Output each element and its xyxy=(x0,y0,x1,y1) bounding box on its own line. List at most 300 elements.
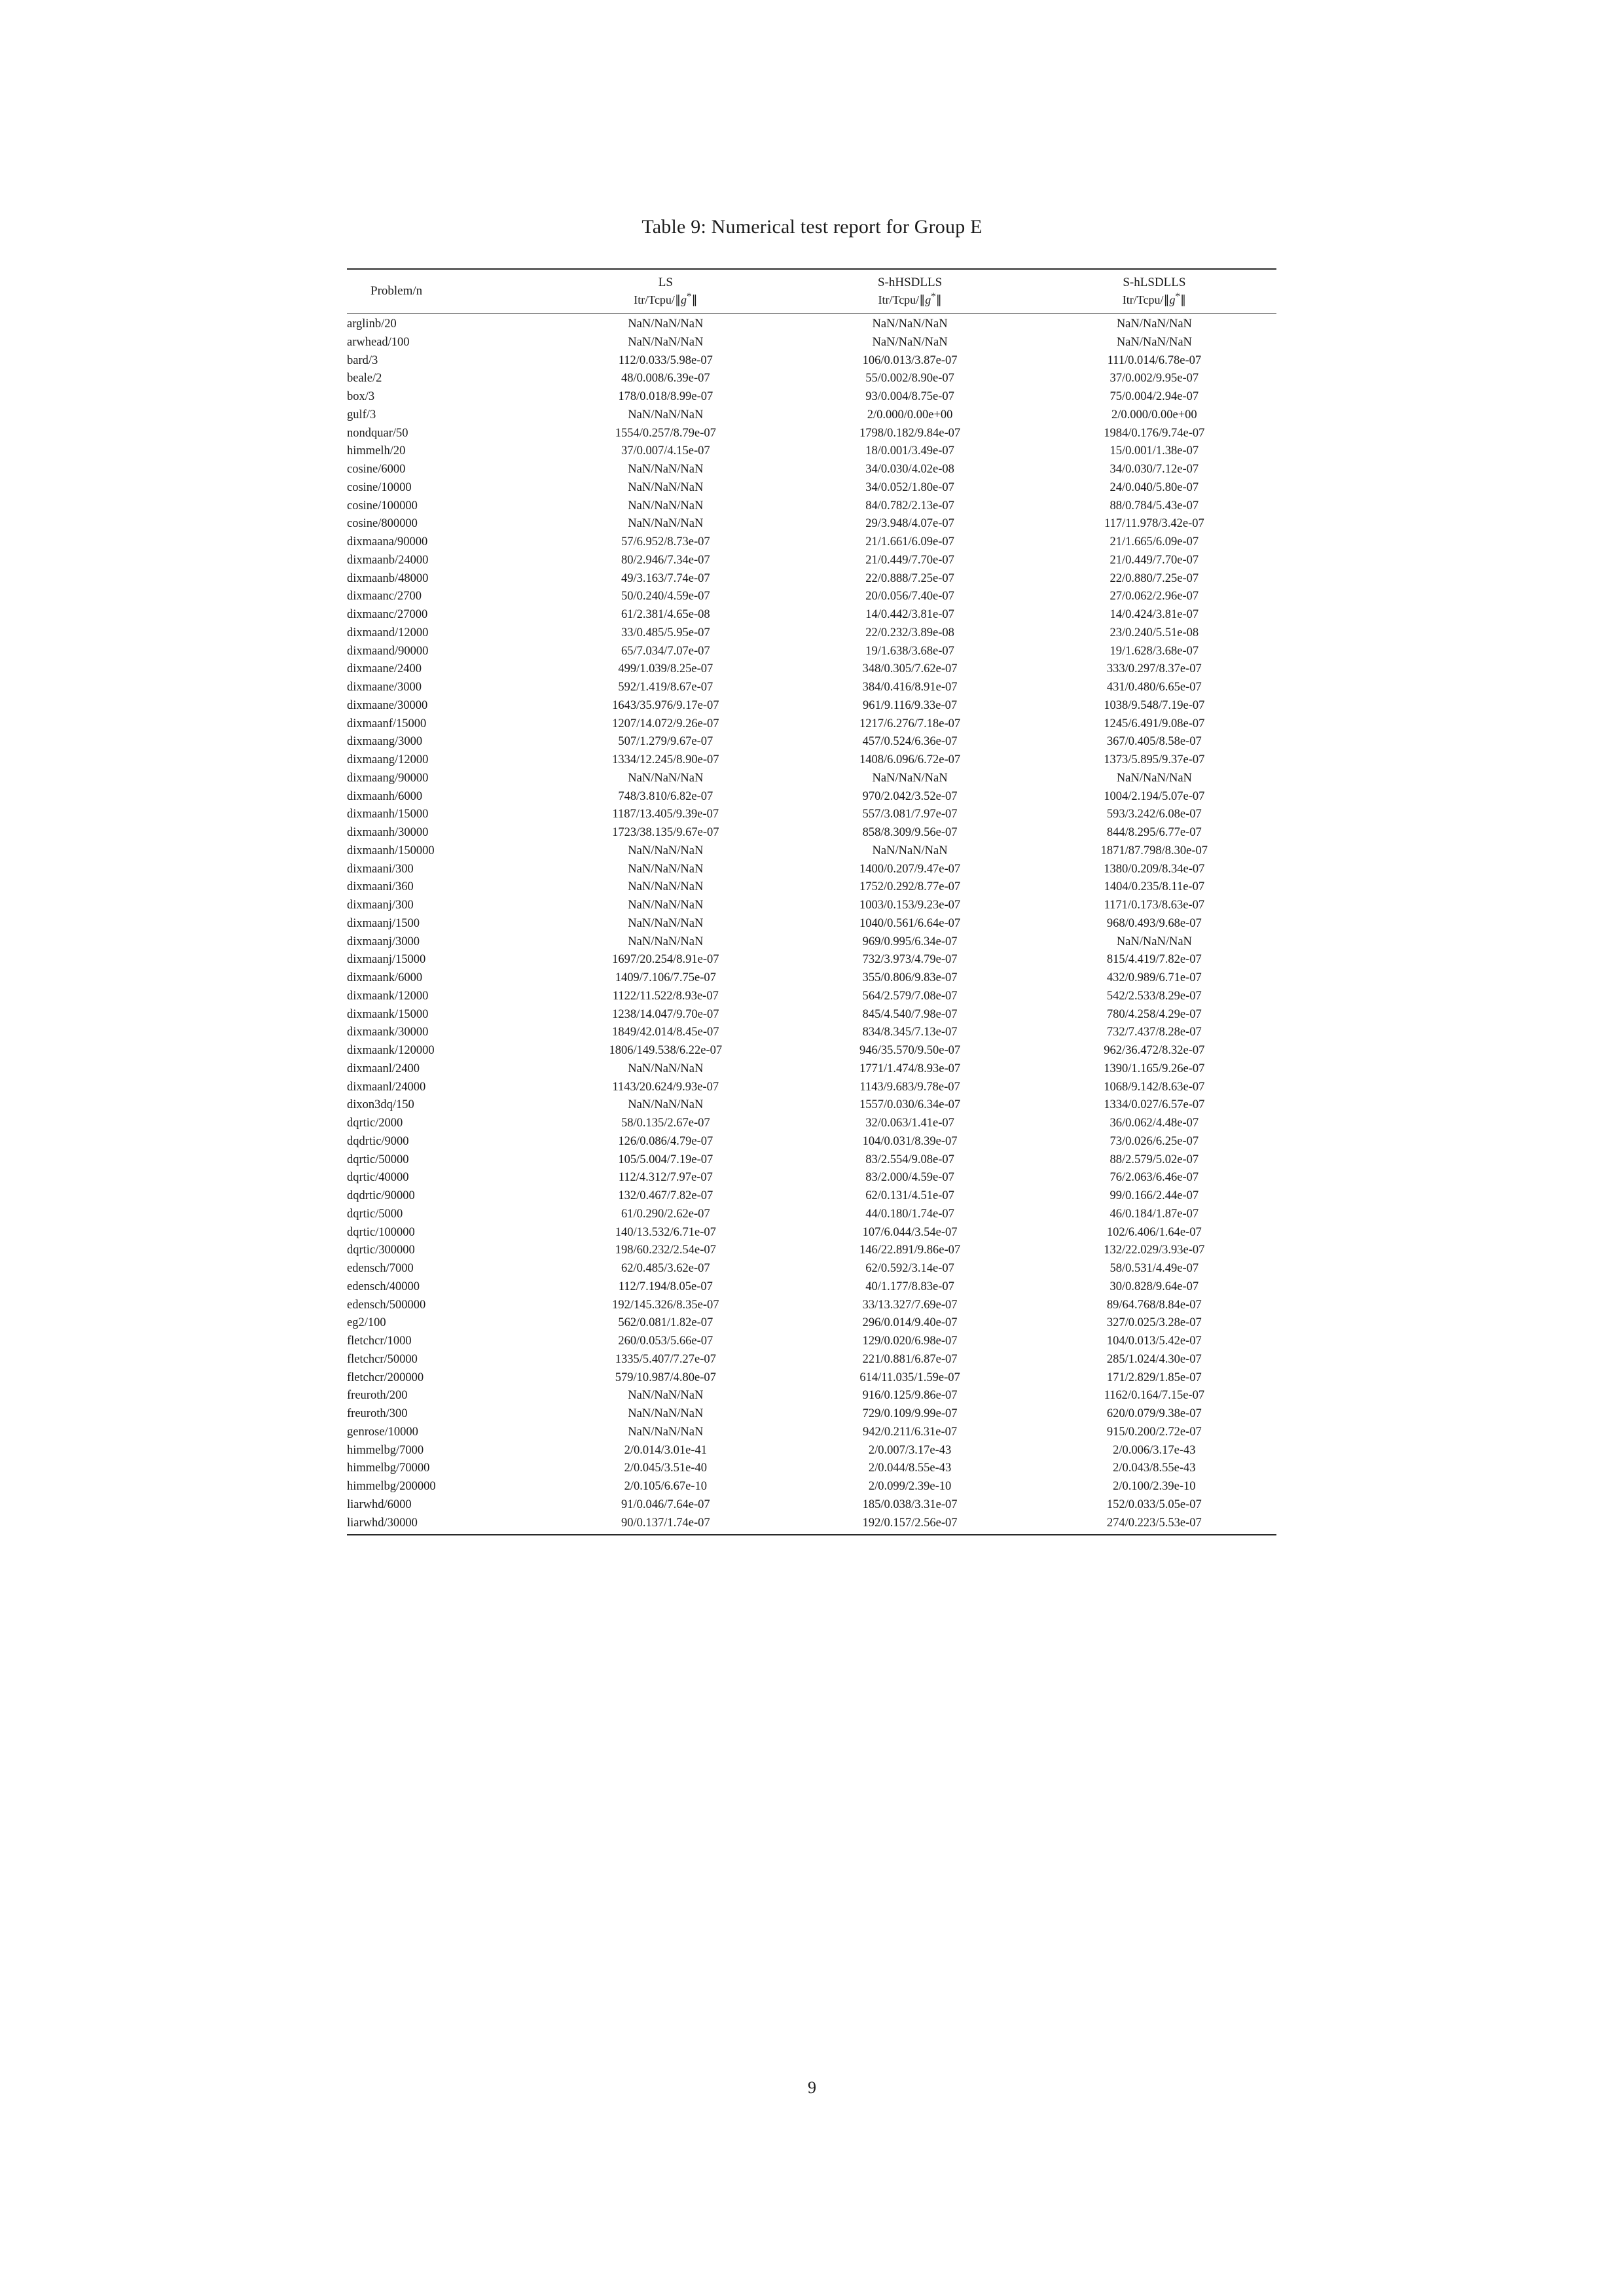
table-row xyxy=(347,1296,1276,1314)
table-row xyxy=(347,1259,1276,1278)
cell-result: 557/3.081/7.97e-07 xyxy=(862,808,958,821)
table-row xyxy=(347,1024,1276,1042)
cell-problem: dixmaanh/150000 xyxy=(347,844,435,857)
cell-problem: dixmaanc/27000 xyxy=(347,608,428,621)
cell-result: 592/1.419/8.67e-07 xyxy=(618,681,713,694)
table-row xyxy=(347,914,1276,933)
table-row xyxy=(347,696,1276,715)
table-row xyxy=(347,1223,1276,1242)
cell-problem: dqrtic/100000 xyxy=(347,1225,415,1239)
cell-result: 62/0.131/4.51e-07 xyxy=(865,1189,954,1202)
cell-result: NaN/NaN/NaN xyxy=(628,844,704,857)
cell-problem: dixmaanc/2700 xyxy=(347,590,422,603)
table-row xyxy=(347,642,1276,660)
cell-result: 916/0.125/9.86e-07 xyxy=(862,1389,958,1403)
cell-result: 1806/149.538/6.22e-07 xyxy=(609,1044,723,1057)
cell-problem: dixmaanh/15000 xyxy=(347,808,429,821)
table-row xyxy=(347,933,1276,951)
cell-result: 15/0.001/1.38e-07 xyxy=(1110,444,1199,458)
cell-problem: dixmaanl/24000 xyxy=(347,1080,426,1094)
cell-problem: dixmaani/360 xyxy=(347,880,414,894)
table-row xyxy=(347,406,1276,424)
cell-problem: cosine/800000 xyxy=(347,517,418,531)
table-row xyxy=(347,1005,1276,1024)
cell-problem: dixmaanb/48000 xyxy=(347,571,429,585)
cell-result: 815/4.419/7.82e-07 xyxy=(1106,953,1202,967)
table-row xyxy=(347,387,1276,406)
cell-problem: dixmaane/2400 xyxy=(347,662,422,676)
table-row xyxy=(347,1369,1276,1387)
cell-result: 34/0.030/7.12e-07 xyxy=(1110,463,1199,476)
cell-result: NaN/NaN/NaN xyxy=(628,862,704,876)
table-row xyxy=(347,1350,1276,1369)
cell-result: 620/0.079/9.38e-07 xyxy=(1106,1407,1202,1420)
table-row xyxy=(347,769,1276,787)
cell-problem: dixmaani/300 xyxy=(347,862,414,876)
cell-result: 102/6.406/1.64e-07 xyxy=(1106,1225,1202,1239)
cell-result: 1171/0.173/8.63e-07 xyxy=(1104,899,1205,912)
cell-result: 1003/0.153/9.23e-07 xyxy=(859,899,961,912)
cell-result: 88/0.784/5.43e-07 xyxy=(1110,499,1199,512)
cell-result: 112/0.033/5.98e-07 xyxy=(618,353,713,367)
table-row xyxy=(347,987,1276,1005)
table-row xyxy=(347,1096,1276,1115)
table-row xyxy=(347,1514,1276,1535)
cell-problem: dixmaana/90000 xyxy=(347,535,428,548)
cell-result: 83/2.000/4.59e-07 xyxy=(865,1171,954,1185)
cell-result: 1380/0.209/8.34e-07 xyxy=(1104,862,1205,876)
cell-result: 542/2.533/8.29e-07 xyxy=(1106,989,1202,1003)
numerical-test-table xyxy=(347,268,1276,1535)
cell-problem: nondquar/50 xyxy=(347,426,408,440)
cell-result: 2/0.100/2.39e-10 xyxy=(1113,1480,1196,1493)
cell-result: 1217/6.276/7.18e-07 xyxy=(859,717,961,730)
cell-result: 348/0.305/7.62e-07 xyxy=(862,662,958,676)
cell-problem: dixmaand/12000 xyxy=(347,626,429,639)
table-row xyxy=(347,1205,1276,1223)
cell-result: 132/22.029/3.93e-07 xyxy=(1104,1244,1205,1257)
cell-result: 14/0.424/3.81e-07 xyxy=(1110,608,1199,621)
cell-result: 132/0.467/7.82e-07 xyxy=(618,1189,713,1202)
cell-result: 780/4.258/4.29e-07 xyxy=(1106,1007,1202,1021)
cell-problem: edensch/7000 xyxy=(347,1262,414,1275)
cell-result: 1771/1.474/8.93e-07 xyxy=(859,1062,961,1075)
cell-result: 1871/87.798/8.30e-07 xyxy=(1100,844,1208,857)
cell-result: 192/0.157/2.56e-07 xyxy=(787,1514,1032,1535)
table-row xyxy=(347,678,1276,696)
cell-result: 22/0.880/7.25e-07 xyxy=(1110,571,1199,585)
cell-result: 1408/6.096/6.72e-07 xyxy=(859,753,961,766)
cell-result: 49/3.163/7.74e-07 xyxy=(621,571,710,585)
cell-result: 2/0.099/2.39e-10 xyxy=(868,1480,952,1493)
cell-problem: box/3 xyxy=(347,390,375,403)
cell-result: 91/0.046/7.64e-07 xyxy=(621,1498,710,1511)
cell-result: 562/0.081/1.82e-07 xyxy=(618,1316,713,1330)
table-row xyxy=(347,551,1276,569)
cell-result: 29/3.948/4.07e-07 xyxy=(865,517,954,531)
cell-result: 729/0.109/9.99e-07 xyxy=(862,1407,958,1420)
cell-problem: dqrtic/2000 xyxy=(347,1117,403,1130)
cell-problem: fletchcr/1000 xyxy=(347,1335,412,1348)
cell-problem: dixmaanj/300 xyxy=(347,899,414,912)
cell-result: NaN/NaN/NaN xyxy=(628,899,704,912)
cell-result: 970/2.042/3.52e-07 xyxy=(862,789,958,803)
cell-problem: dixmaanf/15000 xyxy=(347,717,427,730)
cell-result: 117/11.978/3.42e-07 xyxy=(1104,517,1204,531)
cell-result: 73/0.026/6.25e-07 xyxy=(1110,1134,1199,1148)
cell-problem: himmelbg/70000 xyxy=(347,1462,430,1475)
cell-problem: dqrtic/5000 xyxy=(347,1207,403,1221)
column-group-ls: LS xyxy=(543,269,787,291)
table-row xyxy=(347,333,1276,351)
cell-result: 961/9.116/9.33e-07 xyxy=(862,698,958,712)
cell-result: 962/36.472/8.32e-07 xyxy=(1104,1044,1205,1057)
column-subheader-shlsdlls: Itr/Tcpu/∥g*∥ xyxy=(1122,291,1186,306)
cell-result: 221/0.881/6.87e-07 xyxy=(862,1352,958,1366)
cell-result: 55/0.002/8.90e-07 xyxy=(865,372,954,386)
cell-result: 126/0.086/4.79e-07 xyxy=(618,1134,713,1148)
cell-result: 83/2.554/9.08e-07 xyxy=(865,1153,954,1166)
cell-problem: dixon3dq/150 xyxy=(347,1098,414,1112)
cell-result: NaN/NaN/NaN xyxy=(1116,335,1192,349)
cell-result: 432/0.989/6.71e-07 xyxy=(1106,971,1202,984)
cell-result: 1557/0.030/6.34e-07 xyxy=(859,1098,961,1112)
column-subheader-ls: Itr/Tcpu/∥g*∥ xyxy=(634,291,698,306)
cell-result: 30/0.828/9.64e-07 xyxy=(1110,1280,1199,1293)
table-caption: Table 9: Numerical test report for Group E xyxy=(641,216,983,238)
table-row xyxy=(347,1187,1276,1205)
cell-result: 1404/0.235/8.11e-07 xyxy=(1104,880,1205,894)
cell-result: 333/0.297/8.37e-07 xyxy=(1106,662,1202,676)
table-row xyxy=(347,1169,1276,1187)
cell-problem: dixmaank/120000 xyxy=(347,1044,435,1057)
cell-result: NaN/NaN/NaN xyxy=(628,463,704,476)
cell-result: 178/0.018/8.99e-07 xyxy=(618,390,713,403)
cell-problem: himmelh/20 xyxy=(347,444,406,458)
column-header-problem: Problem/n xyxy=(347,269,543,314)
cell-result: 99/0.166/2.44e-07 xyxy=(1110,1189,1199,1202)
cell-result: 614/11.035/1.59e-07 xyxy=(859,1371,960,1384)
table-row xyxy=(347,660,1276,679)
cell-result: 61/0.290/2.62e-07 xyxy=(621,1207,710,1221)
table-row xyxy=(347,1078,1276,1096)
cell-result: 1554/0.257/8.79e-07 xyxy=(615,426,716,440)
cell-problem: dixmaang/90000 xyxy=(347,771,429,785)
cell-result: 260/0.053/5.66e-07 xyxy=(618,1335,713,1348)
cell-result: 89/64.768/8.84e-07 xyxy=(1106,1298,1202,1312)
cell-result: 1334/0.027/6.57e-07 xyxy=(1104,1098,1205,1112)
cell-result: NaN/NaN/NaN xyxy=(628,408,704,422)
cell-result: 19/1.628/3.68e-07 xyxy=(1110,644,1199,658)
cell-problem: dixmaanh/6000 xyxy=(347,789,423,803)
cell-result: NaN/NaN/NaN xyxy=(628,1407,704,1420)
cell-result: 75/0.004/2.94e-07 xyxy=(1110,390,1199,403)
cell-result: 1143/9.683/9.78e-07 xyxy=(859,1080,960,1094)
table-row xyxy=(347,533,1276,551)
cell-result: 61/2.381/4.65e-08 xyxy=(621,608,710,621)
cell-result: 845/4.540/7.98e-07 xyxy=(862,1007,958,1021)
cell-result: 84/0.782/2.13e-07 xyxy=(865,499,954,512)
cell-result: 2/0.105/6.67e-10 xyxy=(624,1480,708,1493)
cell-result: 499/1.039/8.25e-07 xyxy=(618,662,713,676)
cell-result: 2/0.045/3.51e-40 xyxy=(624,1462,708,1475)
table-row xyxy=(347,424,1276,442)
table-row xyxy=(347,733,1276,751)
cell-result: 1697/20.254/8.91e-07 xyxy=(612,953,719,967)
cell-result: 62/0.485/3.62e-07 xyxy=(621,1262,710,1275)
table-row xyxy=(347,1314,1276,1333)
table-row xyxy=(347,1332,1276,1350)
cell-problem: dixmaang/3000 xyxy=(347,735,423,749)
cell-result: 112/7.194/8.05e-07 xyxy=(618,1280,713,1293)
cell-problem: dqrtic/40000 xyxy=(347,1171,409,1185)
cell-result: 1238/14.047/9.70e-07 xyxy=(612,1007,719,1021)
cell-result: 2/0.000/0.00e+00 xyxy=(1111,408,1197,422)
cell-result: NaN/NaN/NaN xyxy=(1116,771,1192,785)
table-row xyxy=(347,588,1276,606)
column-group-shlsdlls: S-hLSDLLS xyxy=(1032,269,1276,291)
cell-result: 1068/9.142/8.63e-07 xyxy=(1104,1080,1205,1094)
cell-result: 431/0.480/6.65e-07 xyxy=(1106,681,1202,694)
cell-result: 285/1.024/4.30e-07 xyxy=(1106,1352,1202,1366)
cell-result: 40/1.177/8.83e-07 xyxy=(865,1280,954,1293)
table-row xyxy=(347,1060,1276,1078)
cell-result: 2/0.007/3.17e-43 xyxy=(868,1443,952,1457)
cell-result: 185/0.038/3.31e-07 xyxy=(862,1498,958,1511)
cell-result: NaN/NaN/NaN xyxy=(628,499,704,512)
cell-result: 90/0.137/1.74e-07 xyxy=(543,1514,787,1535)
table-row xyxy=(347,605,1276,624)
cell-result: 21/0.449/7.70e-07 xyxy=(865,553,954,567)
cell-problem: liarwhd/6000 xyxy=(347,1498,412,1511)
cell-result: 1984/0.176/9.74e-07 xyxy=(1104,426,1205,440)
cell-result: 1373/5.895/9.37e-07 xyxy=(1104,753,1205,766)
table-row xyxy=(347,751,1276,769)
table-row xyxy=(347,860,1276,878)
cell-result: 58/0.135/2.67e-07 xyxy=(621,1117,710,1130)
cell-result: NaN/NaN/NaN xyxy=(628,1098,704,1112)
cell-result: 1040/0.561/6.64e-07 xyxy=(859,916,961,930)
table-row xyxy=(347,1441,1276,1460)
table-row xyxy=(347,515,1276,533)
cell-result: 1643/35.976/9.17e-07 xyxy=(612,698,719,712)
cell-problem: himmelbg/200000 xyxy=(347,1480,436,1493)
table-row xyxy=(347,624,1276,642)
cell-result: 21/1.665/6.09e-07 xyxy=(1110,535,1199,548)
cell-problem: dqrtic/300000 xyxy=(347,1244,415,1257)
cell-problem: edensch/40000 xyxy=(347,1280,420,1293)
cell-result: 834/8.345/7.13e-07 xyxy=(862,1026,958,1039)
cell-problem: dixmaanj/1500 xyxy=(347,916,420,930)
cell-result: 48/0.008/6.39e-07 xyxy=(621,372,710,386)
cell-result: 105/5.004/7.19e-07 xyxy=(618,1153,713,1166)
cell-result: 1004/2.194/5.07e-07 xyxy=(1104,789,1205,803)
cell-result: 21/0.449/7.70e-07 xyxy=(1110,553,1199,567)
cell-result: 23/0.240/5.51e-08 xyxy=(1110,626,1199,639)
cell-problem: fletchcr/50000 xyxy=(347,1352,418,1366)
table-row xyxy=(347,1405,1276,1423)
cell-result: 76/2.063/6.46e-07 xyxy=(1110,1171,1199,1185)
cell-result: 93/0.004/8.75e-07 xyxy=(865,390,954,403)
table-row xyxy=(347,1278,1276,1296)
table-row xyxy=(347,896,1276,914)
cell-result: NaN/NaN/NaN xyxy=(628,1062,704,1075)
table-row xyxy=(347,1387,1276,1405)
cell-result: 355/0.806/9.83e-07 xyxy=(862,971,958,984)
table-row xyxy=(347,1132,1276,1151)
cell-result: 274/0.223/5.53e-07 xyxy=(1032,1514,1276,1535)
cell-result: NaN/NaN/NaN xyxy=(628,771,704,785)
cell-result: 58/0.531/4.49e-07 xyxy=(1110,1262,1199,1275)
cell-result: 1752/0.292/8.77e-07 xyxy=(859,880,961,894)
cell-result: 507/1.279/9.67e-07 xyxy=(618,735,713,749)
table-row xyxy=(347,806,1276,824)
cell-result: 18/0.001/3.49e-07 xyxy=(865,444,954,458)
cell-result: NaN/NaN/NaN xyxy=(628,1389,704,1403)
cell-problem: dixmaank/6000 xyxy=(347,971,423,984)
cell-result: 36/0.062/4.48e-07 xyxy=(1110,1117,1199,1130)
table-row xyxy=(347,1114,1276,1132)
cell-result: 1162/0.164/7.15e-07 xyxy=(1104,1389,1205,1403)
cell-result: NaN/NaN/NaN xyxy=(628,335,704,349)
table-row xyxy=(347,497,1276,515)
cell-result: 44/0.180/1.74e-07 xyxy=(865,1207,954,1221)
cell-result: NaN/NaN/NaN xyxy=(628,880,704,894)
cell-problem: beale/2 xyxy=(347,372,382,386)
cell-result: 2/0.043/8.55e-43 xyxy=(1113,1462,1196,1475)
cell-result: 593/3.242/6.08e-07 xyxy=(1106,808,1202,821)
cell-result: 198/60.232/2.54e-07 xyxy=(615,1244,716,1257)
cell-result: 27/0.062/2.96e-07 xyxy=(1110,590,1199,603)
cell-result: NaN/NaN/NaN xyxy=(543,314,787,334)
cell-result: 37/0.007/4.15e-07 xyxy=(621,444,710,458)
cell-result: 384/0.416/8.91e-07 xyxy=(862,681,958,694)
cell-result: 104/0.031/8.39e-07 xyxy=(862,1134,958,1148)
cell-problem: edensch/500000 xyxy=(347,1298,426,1312)
cell-problem: dixmaanj/15000 xyxy=(347,953,426,967)
cell-problem: liarwhd/30000 xyxy=(347,1514,543,1535)
table-row xyxy=(347,1151,1276,1169)
cell-problem: freuroth/300 xyxy=(347,1407,408,1420)
table-row xyxy=(347,460,1276,478)
cell-result: NaN/NaN/NaN xyxy=(628,916,704,930)
cell-result: 65/7.034/7.07e-07 xyxy=(621,644,710,658)
cell-result: NaN/NaN/NaN xyxy=(628,517,704,531)
cell-result: 37/0.002/9.95e-07 xyxy=(1110,372,1199,386)
table-row xyxy=(347,370,1276,388)
table-row xyxy=(347,1460,1276,1478)
cell-problem: freuroth/200 xyxy=(347,1389,408,1403)
cell-result: NaN/NaN/NaN xyxy=(628,935,704,948)
cell-result: 2/0.044/8.55e-43 xyxy=(868,1462,952,1475)
cell-problem: arglinb/20 xyxy=(347,314,543,334)
cell-result: NaN/NaN/NaN xyxy=(628,480,704,494)
table-header xyxy=(347,269,1276,314)
cell-result: 46/0.184/1.87e-07 xyxy=(1110,1207,1199,1221)
cell-result: 748/3.810/6.82e-07 xyxy=(618,789,713,803)
cell-result: 942/0.211/6.31e-07 xyxy=(862,1425,958,1439)
cell-result: NaN/NaN/NaN xyxy=(872,335,948,349)
cell-result: NaN/NaN/NaN xyxy=(872,844,948,857)
cell-result: 22/0.888/7.25e-07 xyxy=(865,571,954,585)
cell-result: 152/0.033/5.05e-07 xyxy=(1106,1498,1202,1511)
cell-result: 457/0.524/6.36e-07 xyxy=(862,735,958,749)
cell-result: 1334/12.245/8.90e-07 xyxy=(612,753,719,766)
cell-result: 969/0.995/6.34e-07 xyxy=(862,935,958,948)
cell-result: 1038/9.548/7.19e-07 xyxy=(1104,698,1205,712)
cell-result: 171/2.829/1.85e-07 xyxy=(1106,1371,1202,1384)
cell-problem: dqrtic/50000 xyxy=(347,1153,409,1166)
cell-result: NaN/NaN/NaN xyxy=(787,314,1032,334)
cell-result: 107/6.044/3.54e-07 xyxy=(862,1225,958,1239)
cell-result: NaN/NaN/NaN xyxy=(872,771,948,785)
cell-result: 915/0.200/2.72e-07 xyxy=(1106,1425,1202,1439)
cell-problem: dixmaanj/3000 xyxy=(347,935,420,948)
cell-result: 1335/5.407/7.27e-07 xyxy=(615,1352,716,1366)
cell-result: 1798/0.182/9.84e-07 xyxy=(859,426,961,440)
cell-result: 192/145.326/8.35e-07 xyxy=(612,1298,719,1312)
table-row xyxy=(347,1242,1276,1260)
cell-problem: eg2/100 xyxy=(347,1316,386,1330)
column-group-shhsdlls: S-hHSDLLS xyxy=(787,269,1032,291)
cell-result: 968/0.493/9.68e-07 xyxy=(1106,916,1202,930)
table-row xyxy=(347,1423,1276,1441)
cell-result: 1207/14.072/9.26e-07 xyxy=(612,717,719,730)
cell-result: 2/0.000/0.00e+00 xyxy=(867,408,953,422)
table-body xyxy=(347,314,1276,1535)
cell-result: NaN/NaN/NaN xyxy=(1032,314,1276,334)
cell-result: 34/0.052/1.80e-07 xyxy=(865,480,954,494)
cell-result: 1849/42.014/8.45e-07 xyxy=(612,1026,719,1039)
cell-result: 33/13.327/7.69e-07 xyxy=(862,1298,958,1312)
cell-result: 129/0.020/6.98e-07 xyxy=(862,1335,958,1348)
cell-result: 32/0.063/1.41e-07 xyxy=(865,1117,954,1130)
cell-result: 14/0.442/3.81e-07 xyxy=(865,608,954,621)
table-row xyxy=(347,351,1276,370)
cell-problem: cosine/6000 xyxy=(347,463,406,476)
cell-result: 858/8.309/9.56e-07 xyxy=(862,826,958,839)
cell-problem: dqdrtic/90000 xyxy=(347,1189,415,1202)
cell-problem: dixmaanl/2400 xyxy=(347,1062,420,1075)
cell-result: 2/0.014/3.01e-41 xyxy=(624,1443,708,1457)
cell-problem: dixmaane/30000 xyxy=(347,698,428,712)
table-row xyxy=(347,314,1276,334)
cell-result: 20/0.056/7.40e-07 xyxy=(865,590,954,603)
cell-result: 88/2.579/5.02e-07 xyxy=(1110,1153,1199,1166)
column-subheader-shhsdlls: Itr/Tcpu/∥g*∥ xyxy=(878,291,942,306)
cell-result: 564/2.579/7.08e-07 xyxy=(862,989,958,1003)
cell-result: 732/3.973/4.79e-07 xyxy=(862,953,958,967)
cell-result: 34/0.030/4.02e-08 xyxy=(865,463,954,476)
cell-result: NaN/NaN/NaN xyxy=(628,1425,704,1439)
cell-result: 22/0.232/3.89e-08 xyxy=(865,626,954,639)
cell-problem: dixmaanh/30000 xyxy=(347,826,429,839)
table-row xyxy=(347,787,1276,806)
cell-result: NaN/NaN/NaN xyxy=(1116,935,1192,948)
table-row xyxy=(347,842,1276,860)
cell-problem: gulf/3 xyxy=(347,408,376,422)
cell-result: 1245/6.491/9.08e-07 xyxy=(1104,717,1205,730)
cell-result: 1187/13.405/9.39e-07 xyxy=(612,808,719,821)
cell-result: 140/13.532/6.71e-07 xyxy=(615,1225,716,1239)
cell-problem: bard/3 xyxy=(347,353,378,367)
cell-problem: dixmaank/30000 xyxy=(347,1026,429,1039)
table-row xyxy=(347,1496,1276,1514)
table-row xyxy=(347,569,1276,588)
cell-problem: dixmaang/12000 xyxy=(347,753,429,766)
table-row xyxy=(347,478,1276,497)
cell-result: 1400/0.207/9.47e-07 xyxy=(859,862,961,876)
